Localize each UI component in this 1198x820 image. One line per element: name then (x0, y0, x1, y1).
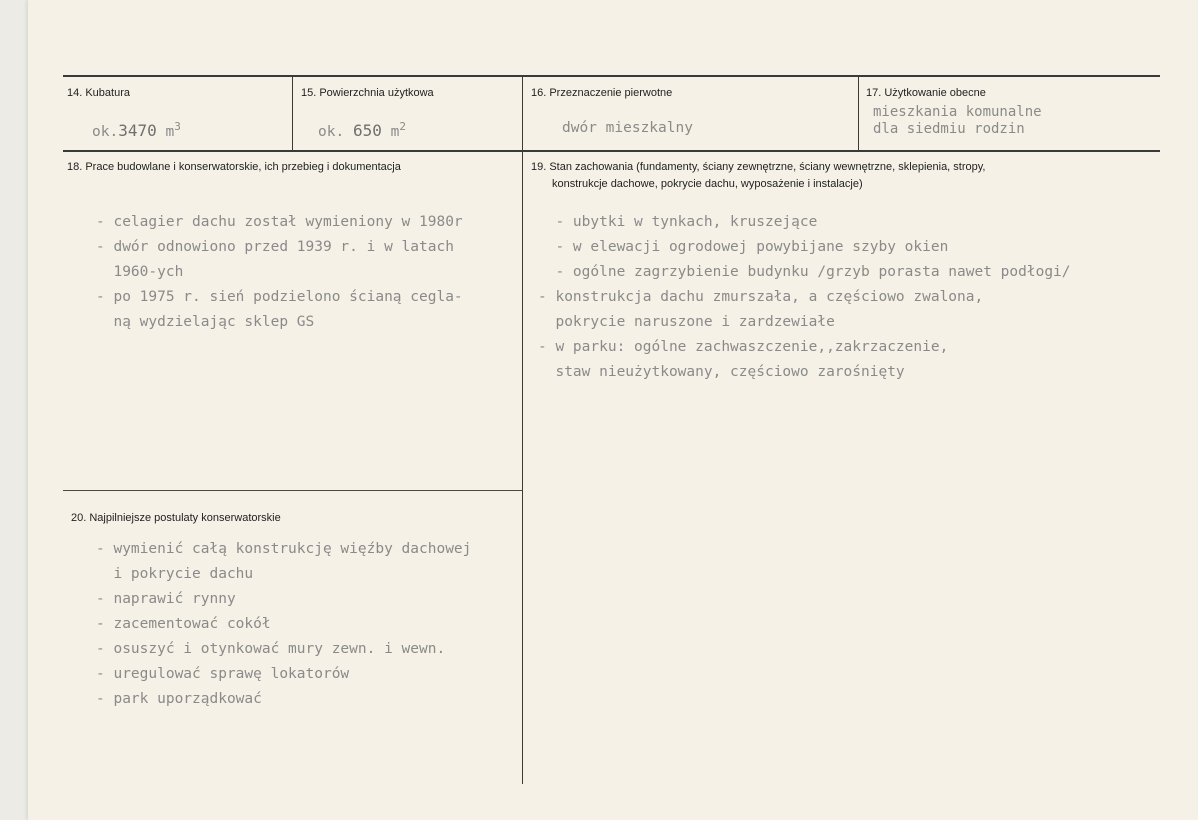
powierzchnia-label: 15. Powierzchnia użytkowa (301, 87, 434, 99)
section-divider (63, 490, 523, 491)
prace-label: 18. Prace budowlane i konserwatorskie, ich przebieg i dokumentacja (67, 161, 401, 173)
powierzchnia-value (318, 114, 406, 145)
stan-text (538, 210, 1071, 385)
stan-label-line-1: 19. Stan zachowania (fundamenty, ściany zewnętrzne, ściany wewnętrzne, sklepienia, stropy, (531, 161, 986, 173)
prace-line: 1960-ych (96, 264, 184, 280)
kubatura-prefix: ok. (92, 123, 119, 140)
prace-line: - dwór odnowiono przed 1939 r. i w latach (96, 239, 454, 255)
postulaty-line: i pokrycie dachu (96, 566, 254, 582)
top-rule (63, 75, 1160, 77)
col-divider-3 (858, 76, 859, 150)
przeznaczenie-label: 16. Przeznaczenie pierwotne (531, 87, 673, 99)
stan-line: pokrycie naruszone i zardzewiałe (538, 314, 835, 330)
col-divider-1 (292, 76, 293, 150)
stan-line: - w elewacji ogrodowej powybijane szyby okien (538, 239, 949, 255)
stan-line: - ogólne zagrzybienie budynku /grzyb porasta nawet podłogi/ (538, 264, 1071, 280)
stan-label-line-2: konstrukcje dachowe, pokrycie dachu, wyposażenie i instalacje) (552, 178, 863, 190)
kubatura-label: 14. Kubatura (67, 87, 130, 99)
uzytkowanie-line-1: mieszkania komunalne (873, 104, 1042, 120)
postulaty-line: - zacementować cokół (96, 616, 271, 632)
prace-line: - celagier dachu został wymieniony w 1980r (96, 214, 463, 230)
przeznaczenie-value: dwór mieszkalny (562, 120, 693, 136)
uzytkowanie-label: 17. Użytkowanie obecne (866, 87, 986, 99)
kubatura-exponent: 3 (174, 120, 181, 133)
postulaty-line: - wymienić całą konstrukcję więźby dachowej (96, 541, 472, 557)
prace-line: - po 1975 r. sień podzielono ścianą cegla- (96, 289, 463, 305)
powierzchnia-prefix: ok. (318, 123, 345, 140)
postulaty-label: 20. Najpilniejsze postulaty konserwatorskie (71, 512, 281, 524)
postulaty-text (96, 537, 471, 712)
kubatura-unit: m (165, 123, 175, 140)
postulaty-line: - osuszyć i otynkować mury zewn. i wewn. (96, 641, 446, 657)
uzytkowanie-line-2: dla siedmiu rodzin (873, 121, 1025, 137)
kubatura-value (92, 114, 181, 145)
stan-line: - w parku: ogólne zachwaszczenie,,zakrzaczenie, (538, 339, 949, 355)
stan-line: staw nieużytkowany, częściowo zarośnięty (538, 364, 905, 380)
powierzchnia-exponent: 2 (399, 120, 406, 133)
powierzchnia-number: 650 (352, 120, 382, 140)
postulaty-line: - uregulować sprawę lokatorów (96, 666, 350, 682)
stan-line: - ubytki w tynkach, kruszejące (538, 214, 818, 230)
prace-text (96, 210, 463, 335)
kubatura-number: 3470 (118, 120, 157, 140)
postulaty-line: - naprawić rynny (96, 591, 236, 607)
postulaty-line: - park uporządkować (96, 691, 262, 707)
row-divider (63, 150, 1160, 152)
col-divider-2 (522, 76, 523, 784)
stan-line: - konstrukcja dachu zmurszała, a częściowo zwalona, (538, 289, 984, 305)
powierzchnia-unit: m (390, 123, 400, 140)
prace-line: ną wydzielając sklep GS (96, 314, 315, 330)
